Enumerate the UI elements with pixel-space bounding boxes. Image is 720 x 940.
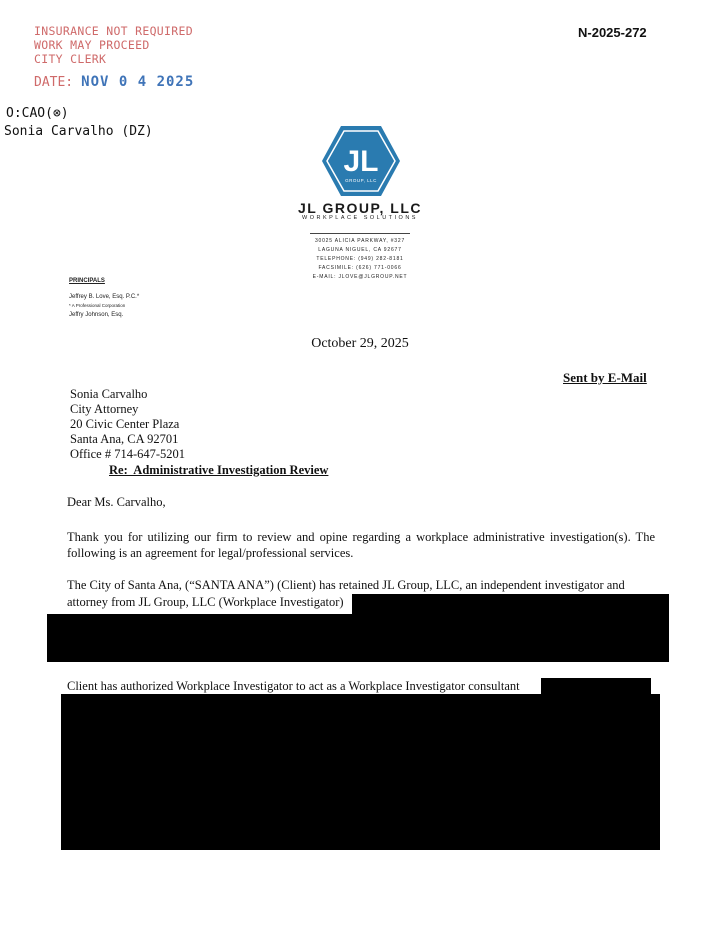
principal-name: Jeffrey B. Love, Esq. P.C.* xyxy=(69,294,140,300)
letter-date: October 29, 2025 xyxy=(311,336,409,351)
stamp-line-3: CITY CLERK xyxy=(34,52,107,66)
recipient-block xyxy=(70,387,185,462)
stamp-line-1: INSURANCE NOT REQUIRED xyxy=(34,24,193,38)
delivery-method: Sent by E-Mail xyxy=(563,370,647,385)
stamp-line-2: WORK MAY PROCEED xyxy=(34,38,150,52)
principals-block xyxy=(69,276,139,320)
recipient-city: Santa Ana, CA 92701 xyxy=(70,432,179,446)
principal-name: Jeffry Johnson, Esq. xyxy=(69,312,124,318)
address-line: 30025 ALICIA PARKWAY, #327 xyxy=(314,238,406,244)
firm-subtitle: WORKPLACE SOLUTIONS xyxy=(302,215,418,221)
logo-subtext: GROUP, LLC xyxy=(345,178,377,183)
salutation: Dear Ms. Carvalho, xyxy=(67,495,166,509)
hexagon-logo-icon xyxy=(321,124,401,198)
telephone-line: TELEPHONE: (949) 282-8181 xyxy=(316,256,404,262)
paragraph-retention-line-2: attorney from JL Group, LLC (Workplace Investigator) xyxy=(67,595,344,609)
email-line: E-MAIL: JLOVE@JLGROUP.NET xyxy=(312,274,408,280)
document-number: N-2025-272 xyxy=(578,25,647,40)
principals-heading: PRINCIPALS xyxy=(69,278,105,284)
redaction-bar xyxy=(352,594,669,614)
address-line: LAGUNA NIGUEL, CA 92677 xyxy=(318,247,402,253)
principal-note: * A Professional Corporation xyxy=(69,303,126,308)
stamp-date-value: NOV 0 4 2025 xyxy=(81,74,195,90)
paragraph-retention-line-1: The City of Santa Ana, (“SANTA ANA”) (Client) has retained JL Group, LLC, an independent investigator and xyxy=(67,578,625,592)
clerk-stamp xyxy=(34,24,193,66)
stamp-date-label: DATE: xyxy=(34,75,74,90)
handwritten-note-2: Sonia Carvalho (DZ) xyxy=(4,124,153,139)
redaction-block xyxy=(61,694,660,850)
facsimile-line: FACSIMILE: (626) 771-0066 xyxy=(318,265,402,271)
handwritten-note-1: O:CAO(⊗) xyxy=(6,106,69,121)
recipient-name: Sonia Carvalho xyxy=(70,387,148,401)
recipient-street: 20 Civic Center Plaza xyxy=(70,417,180,431)
subject-line: Re: Administrative Investigation Review xyxy=(109,463,329,477)
paragraph-intro: Thank you for utilizing our firm to review and opine regarding a workplace administrative investigation(s). The following is an agreement for legal/professional services. xyxy=(67,530,655,560)
recipient-title: City Attorney xyxy=(70,402,139,416)
firm-name: JL GROUP, LLC xyxy=(297,200,422,216)
stamp-date xyxy=(34,74,194,90)
paragraph-authorization-line-1: Client has authorized Workplace Investigator to act as a Workplace Investigator consultant xyxy=(67,679,520,693)
address-block xyxy=(270,237,450,282)
redaction-block xyxy=(47,614,669,662)
recipient-phone: Office # 714-647-5201 xyxy=(70,447,186,461)
redaction-bar xyxy=(541,678,651,695)
firm-logo xyxy=(321,124,401,198)
address-divider xyxy=(310,233,410,234)
logo-letters: JL xyxy=(343,145,379,178)
